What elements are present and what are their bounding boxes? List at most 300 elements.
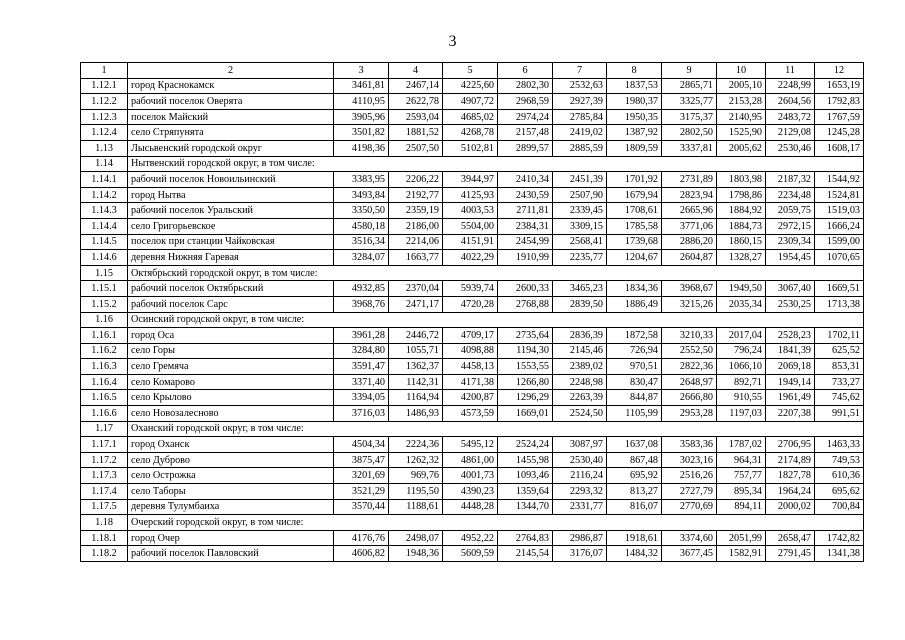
row-code: 1.14.6 bbox=[81, 250, 128, 266]
table-cell: 695,92 bbox=[607, 468, 662, 484]
table-cell: 910,55 bbox=[717, 390, 766, 406]
settlement-name: город Нытва bbox=[128, 187, 334, 203]
table-row bbox=[81, 530, 864, 546]
table-cell: 1713,38 bbox=[815, 296, 864, 312]
table-cell: 4580,18 bbox=[334, 218, 389, 234]
table-cell: 1245,28 bbox=[815, 125, 864, 141]
table-cell: 3383,95 bbox=[334, 172, 389, 188]
table-cell: 3465,23 bbox=[553, 281, 607, 297]
table-cell: 3875,47 bbox=[334, 452, 389, 468]
table-cell: 2206,22 bbox=[389, 172, 443, 188]
settlement-name: Лысьвенский городской округ bbox=[128, 140, 334, 156]
table-cell: 3176,07 bbox=[553, 546, 607, 562]
table-row bbox=[81, 78, 864, 94]
table-row bbox=[81, 281, 864, 297]
table-cell: 695,62 bbox=[815, 484, 864, 500]
table-cell: 2865,71 bbox=[662, 78, 717, 94]
table-cell: 2886,20 bbox=[662, 234, 717, 250]
table-cell: 610,36 bbox=[815, 468, 864, 484]
column-header: 2 bbox=[128, 63, 334, 79]
table-cell: 2532,63 bbox=[553, 78, 607, 94]
row-code: 1.14.3 bbox=[81, 203, 128, 219]
table-row bbox=[81, 109, 864, 125]
table-cell: 5495,12 bbox=[443, 437, 498, 453]
table-cell: 757,77 bbox=[717, 468, 766, 484]
table-cell: 1860,15 bbox=[717, 234, 766, 250]
table-cell: 1387,92 bbox=[607, 125, 662, 141]
table-row bbox=[81, 125, 864, 141]
row-code: 1.16.2 bbox=[81, 343, 128, 359]
table-cell: 2389,02 bbox=[553, 359, 607, 375]
table-cell: 2430,59 bbox=[498, 187, 553, 203]
table-cell: 2454,99 bbox=[498, 234, 553, 250]
table-cell: 1918,61 bbox=[607, 530, 662, 546]
table-cell: 3968,67 bbox=[662, 281, 717, 297]
table-row bbox=[81, 218, 864, 234]
row-code: 1.16.1 bbox=[81, 328, 128, 344]
table-cell: 1739,68 bbox=[607, 234, 662, 250]
section-title: Октябрьский городской округ, в том числе: bbox=[128, 265, 864, 281]
row-code: 1.16.4 bbox=[81, 374, 128, 390]
section-row bbox=[81, 265, 864, 281]
table-cell: 3309,15 bbox=[553, 218, 607, 234]
table-cell: 2839,50 bbox=[553, 296, 607, 312]
table-cell: 1964,24 bbox=[766, 484, 815, 500]
settlement-name: село Комарово bbox=[128, 374, 334, 390]
table-cell: 892,71 bbox=[717, 374, 766, 390]
row-code: 1.12.4 bbox=[81, 125, 128, 141]
table-cell: 3591,47 bbox=[334, 359, 389, 375]
table-cell: 2927,39 bbox=[553, 94, 607, 110]
table-cell: 2974,24 bbox=[498, 109, 553, 125]
table-cell: 2530,25 bbox=[766, 296, 815, 312]
row-code: 1.17.5 bbox=[81, 499, 128, 515]
table-cell: 2419,02 bbox=[553, 125, 607, 141]
table-cell: 4907,72 bbox=[443, 94, 498, 110]
table-cell: 3968,76 bbox=[334, 296, 389, 312]
table-cell: 1841,39 bbox=[766, 343, 815, 359]
table-cell: 2836,39 bbox=[553, 328, 607, 344]
table-cell: 1055,71 bbox=[389, 343, 443, 359]
table-cell: 2622,78 bbox=[389, 94, 443, 110]
table-cell: 2665,96 bbox=[662, 203, 717, 219]
section-title: Нытвенский городской округ, в том числе: bbox=[128, 156, 864, 172]
table-cell: 726,94 bbox=[607, 343, 662, 359]
table-row bbox=[81, 140, 864, 156]
table-cell: 894,11 bbox=[717, 499, 766, 515]
section-title: Очерский городской округ, в том числе: bbox=[128, 515, 864, 531]
settlement-name: село Таборы bbox=[128, 484, 334, 500]
table-cell: 2051,99 bbox=[717, 530, 766, 546]
table-cell: 2069,18 bbox=[766, 359, 815, 375]
table-cell: 970,51 bbox=[607, 359, 662, 375]
table-cell: 895,34 bbox=[717, 484, 766, 500]
table-row bbox=[81, 406, 864, 422]
table-cell: 853,31 bbox=[815, 359, 864, 375]
table-cell: 2802,30 bbox=[498, 78, 553, 94]
table-cell: 5609,59 bbox=[443, 546, 498, 562]
table-cell: 3087,97 bbox=[553, 437, 607, 453]
table-cell: 4448,28 bbox=[443, 499, 498, 515]
table-cell: 1884,73 bbox=[717, 218, 766, 234]
section-row bbox=[81, 515, 864, 531]
tariff-table bbox=[80, 62, 864, 562]
table-cell: 1949,14 bbox=[766, 374, 815, 390]
table-cell: 1785,58 bbox=[607, 218, 662, 234]
table-cell: 816,07 bbox=[607, 499, 662, 515]
column-header: 1 bbox=[81, 63, 128, 79]
table-cell: 3516,34 bbox=[334, 234, 389, 250]
table-cell: 1679,94 bbox=[607, 187, 662, 203]
table-cell: 1164,94 bbox=[389, 390, 443, 406]
table-cell: 4504,34 bbox=[334, 437, 389, 453]
table-cell: 3521,29 bbox=[334, 484, 389, 500]
table-cell: 813,27 bbox=[607, 484, 662, 500]
table-cell: 2153,28 bbox=[717, 94, 766, 110]
row-code: 1.14.1 bbox=[81, 172, 128, 188]
row-code: 1.17.3 bbox=[81, 468, 128, 484]
table-cell: 2005,10 bbox=[717, 78, 766, 94]
table-cell: 2451,39 bbox=[553, 172, 607, 188]
table-cell: 3337,81 bbox=[662, 140, 717, 156]
table-cell: 2600,33 bbox=[498, 281, 553, 297]
table-cell: 2953,28 bbox=[662, 406, 717, 422]
table-row bbox=[81, 187, 864, 203]
table-cell: 2552,50 bbox=[662, 343, 717, 359]
row-code: 1.14 bbox=[81, 156, 128, 172]
page-number: 3 bbox=[448, 33, 457, 50]
settlement-name: рабочий поселок Октябрьский bbox=[128, 281, 334, 297]
row-code: 1.17 bbox=[81, 421, 128, 437]
table-cell: 4573,59 bbox=[443, 406, 498, 422]
row-code: 1.15.2 bbox=[81, 296, 128, 312]
table-cell: 1524,81 bbox=[815, 187, 864, 203]
table-cell: 745,62 bbox=[815, 390, 864, 406]
table-cell: 2986,87 bbox=[553, 530, 607, 546]
row-code: 1.14.2 bbox=[81, 187, 128, 203]
table-cell: 3284,80 bbox=[334, 343, 389, 359]
table-row bbox=[81, 452, 864, 468]
section-row bbox=[81, 312, 864, 328]
table-cell: 2309,34 bbox=[766, 234, 815, 250]
table-cell: 2507,50 bbox=[389, 140, 443, 156]
table-cell: 1194,30 bbox=[498, 343, 553, 359]
row-code: 1.16.6 bbox=[81, 406, 128, 422]
table-cell: 2706,95 bbox=[766, 437, 815, 453]
row-code: 1.12.3 bbox=[81, 109, 128, 125]
column-header: 10 bbox=[717, 63, 766, 79]
row-code: 1.16 bbox=[81, 312, 128, 328]
table-cell: 1881,52 bbox=[389, 125, 443, 141]
table-cell: 1653,19 bbox=[815, 78, 864, 94]
table-cell: 2968,59 bbox=[498, 94, 553, 110]
table-cell: 1359,64 bbox=[498, 484, 553, 500]
table-cell: 1544,92 bbox=[815, 172, 864, 188]
table-cell: 3771,06 bbox=[662, 218, 717, 234]
column-header: 11 bbox=[766, 63, 815, 79]
table-cell: 3210,33 bbox=[662, 328, 717, 344]
table-cell: 1669,01 bbox=[498, 406, 553, 422]
table-cell: 3215,26 bbox=[662, 296, 717, 312]
table-cell: 2235,77 bbox=[553, 250, 607, 266]
table-cell: 1362,37 bbox=[389, 359, 443, 375]
table-cell: 2145,54 bbox=[498, 546, 553, 562]
table-cell: 2524,50 bbox=[553, 406, 607, 422]
table-cell: 2263,39 bbox=[553, 390, 607, 406]
table-cell: 991,51 bbox=[815, 406, 864, 422]
table-cell: 3201,69 bbox=[334, 468, 389, 484]
table-cell: 1262,32 bbox=[389, 452, 443, 468]
table-row bbox=[81, 499, 864, 515]
row-code: 1.17.1 bbox=[81, 437, 128, 453]
table-cell: 3570,44 bbox=[334, 499, 389, 515]
table-cell: 4098,88 bbox=[443, 343, 498, 359]
settlement-name: село Острожка bbox=[128, 468, 334, 484]
settlement-name: деревня Нижняя Гаревая bbox=[128, 250, 334, 266]
table-cell: 1872,58 bbox=[607, 328, 662, 344]
row-code: 1.14.5 bbox=[81, 234, 128, 250]
settlement-name: село Дуброво bbox=[128, 452, 334, 468]
table-row bbox=[81, 203, 864, 219]
table-cell: 1980,37 bbox=[607, 94, 662, 110]
section-row bbox=[81, 156, 864, 172]
row-code: 1.17.2 bbox=[81, 452, 128, 468]
table-header-row bbox=[81, 63, 864, 79]
table-cell: 700,84 bbox=[815, 499, 864, 515]
column-header: 9 bbox=[662, 63, 717, 79]
table-cell: 4709,17 bbox=[443, 328, 498, 344]
column-header: 6 bbox=[498, 63, 553, 79]
table-cell: 2359,19 bbox=[389, 203, 443, 219]
table-cell: 2000,02 bbox=[766, 499, 815, 515]
table-cell: 2604,56 bbox=[766, 94, 815, 110]
table-cell: 2899,57 bbox=[498, 140, 553, 156]
table-row bbox=[81, 250, 864, 266]
table-cell: 1666,24 bbox=[815, 218, 864, 234]
table-row bbox=[81, 437, 864, 453]
table-cell: 2604,87 bbox=[662, 250, 717, 266]
table-cell: 2516,26 bbox=[662, 468, 717, 484]
table-cell: 1142,31 bbox=[389, 374, 443, 390]
table-cell: 4685,02 bbox=[443, 109, 498, 125]
table-cell: 2791,45 bbox=[766, 546, 815, 562]
column-header: 12 bbox=[815, 63, 864, 79]
table-cell: 1637,08 bbox=[607, 437, 662, 453]
table-cell: 1599,00 bbox=[815, 234, 864, 250]
table-cell: 830,47 bbox=[607, 374, 662, 390]
table-cell: 3067,40 bbox=[766, 281, 815, 297]
table-cell: 2524,24 bbox=[498, 437, 553, 453]
table-cell: 2214,06 bbox=[389, 234, 443, 250]
table-cell: 1798,86 bbox=[717, 187, 766, 203]
table-cell: 1837,53 bbox=[607, 78, 662, 94]
table-cell: 2764,83 bbox=[498, 530, 553, 546]
section-row bbox=[81, 421, 864, 437]
table-cell: 1948,36 bbox=[389, 546, 443, 562]
table-cell: 4458,13 bbox=[443, 359, 498, 375]
table-cell: 2331,77 bbox=[553, 499, 607, 515]
table-cell: 5939,74 bbox=[443, 281, 498, 297]
table-cell: 4125,93 bbox=[443, 187, 498, 203]
table-cell: 796,24 bbox=[717, 343, 766, 359]
settlement-name: село Новозалесново bbox=[128, 406, 334, 422]
settlement-name: рабочий поселок Павловский bbox=[128, 546, 334, 562]
table-cell: 2498,07 bbox=[389, 530, 443, 546]
settlement-name: село Горы bbox=[128, 343, 334, 359]
table-cell: 2467,14 bbox=[389, 78, 443, 94]
table-cell: 1197,03 bbox=[717, 406, 766, 422]
table-cell: 1344,70 bbox=[498, 499, 553, 515]
table-cell: 1834,36 bbox=[607, 281, 662, 297]
settlement-name: село Стряпунята bbox=[128, 125, 334, 141]
table-cell: 3716,03 bbox=[334, 406, 389, 422]
table-cell: 2727,79 bbox=[662, 484, 717, 500]
table-cell: 2384,31 bbox=[498, 218, 553, 234]
table-cell: 2666,80 bbox=[662, 390, 717, 406]
table-cell: 3374,60 bbox=[662, 530, 717, 546]
table-row bbox=[81, 328, 864, 344]
table-cell: 4110,95 bbox=[334, 94, 389, 110]
table-cell: 2785,84 bbox=[553, 109, 607, 125]
table-cell: 1827,78 bbox=[766, 468, 815, 484]
table-cell: 844,87 bbox=[607, 390, 662, 406]
table-cell: 3023,16 bbox=[662, 452, 717, 468]
table-cell: 2248,98 bbox=[553, 374, 607, 390]
table-row bbox=[81, 484, 864, 500]
table-cell: 4200,87 bbox=[443, 390, 498, 406]
table-row bbox=[81, 296, 864, 312]
table-cell: 749,53 bbox=[815, 452, 864, 468]
table-cell: 1204,67 bbox=[607, 250, 662, 266]
table-cell: 3175,37 bbox=[662, 109, 717, 125]
table-cell: 2528,23 bbox=[766, 328, 815, 344]
row-code: 1.18 bbox=[81, 515, 128, 531]
table-cell: 2410,34 bbox=[498, 172, 553, 188]
table-cell: 2507,90 bbox=[553, 187, 607, 203]
table-cell: 2802,50 bbox=[662, 125, 717, 141]
table-cell: 1105,99 bbox=[607, 406, 662, 422]
table-cell: 2129,08 bbox=[766, 125, 815, 141]
table-cell: 2140,95 bbox=[717, 109, 766, 125]
table-cell: 3961,28 bbox=[334, 328, 389, 344]
table-cell: 1463,33 bbox=[815, 437, 864, 453]
settlement-name: поселок при станции Чайковская bbox=[128, 234, 334, 250]
table-cell: 2224,36 bbox=[389, 437, 443, 453]
row-code: 1.12.1 bbox=[81, 78, 128, 94]
table-cell: 3905,96 bbox=[334, 109, 389, 125]
table-cell: 2370,04 bbox=[389, 281, 443, 297]
table-cell: 2446,72 bbox=[389, 328, 443, 344]
table-cell: 1296,29 bbox=[498, 390, 553, 406]
table-cell: 1188,61 bbox=[389, 499, 443, 515]
table-cell: 1792,83 bbox=[815, 94, 864, 110]
table-cell: 1093,46 bbox=[498, 468, 553, 484]
settlement-name: село Гремяча bbox=[128, 359, 334, 375]
table-cell: 2035,34 bbox=[717, 296, 766, 312]
table-cell: 2174,89 bbox=[766, 452, 815, 468]
table-cell: 2471,17 bbox=[389, 296, 443, 312]
table-cell: 2192,77 bbox=[389, 187, 443, 203]
settlement-name: село Крылово bbox=[128, 390, 334, 406]
table-row bbox=[81, 390, 864, 406]
table-cell: 4952,22 bbox=[443, 530, 498, 546]
table-cell: 969,76 bbox=[389, 468, 443, 484]
table-cell: 1455,98 bbox=[498, 452, 553, 468]
table-cell: 1803,98 bbox=[717, 172, 766, 188]
table-cell: 3350,50 bbox=[334, 203, 389, 219]
table-row bbox=[81, 172, 864, 188]
table-cell: 4003,53 bbox=[443, 203, 498, 219]
table-cell: 3677,45 bbox=[662, 546, 717, 562]
table-row bbox=[81, 468, 864, 484]
table-row bbox=[81, 343, 864, 359]
table-cell: 4606,82 bbox=[334, 546, 389, 562]
table-row bbox=[81, 234, 864, 250]
table-cell: 4198,36 bbox=[334, 140, 389, 156]
table-cell: 2658,47 bbox=[766, 530, 815, 546]
table-cell: 3944,97 bbox=[443, 172, 498, 188]
table-cell: 2768,88 bbox=[498, 296, 553, 312]
table-cell: 1886,49 bbox=[607, 296, 662, 312]
table-cell: 3461,81 bbox=[334, 78, 389, 94]
table-cell: 1767,59 bbox=[815, 109, 864, 125]
table-cell: 1669,51 bbox=[815, 281, 864, 297]
table-cell: 1486,93 bbox=[389, 406, 443, 422]
row-code: 1.15.1 bbox=[81, 281, 128, 297]
table-cell: 1328,27 bbox=[717, 250, 766, 266]
table-cell: 1195,50 bbox=[389, 484, 443, 500]
settlement-name: рабочий поселок Оверята bbox=[128, 94, 334, 110]
row-code: 1.15 bbox=[81, 265, 128, 281]
table-row bbox=[81, 374, 864, 390]
column-header: 5 bbox=[443, 63, 498, 79]
settlement-name: город Оса bbox=[128, 328, 334, 344]
table-cell: 2648,97 bbox=[662, 374, 717, 390]
table-cell: 2234,48 bbox=[766, 187, 815, 203]
section-title: Оханский городской округ, в том числе: bbox=[128, 421, 864, 437]
table-cell: 1066,10 bbox=[717, 359, 766, 375]
table-cell: 1809,59 bbox=[607, 140, 662, 156]
column-header: 3 bbox=[334, 63, 389, 79]
table-cell: 4932,85 bbox=[334, 281, 389, 297]
table-cell: 1708,61 bbox=[607, 203, 662, 219]
table-cell: 4225,60 bbox=[443, 78, 498, 94]
table-cell: 2711,81 bbox=[498, 203, 553, 219]
column-header: 4 bbox=[389, 63, 443, 79]
table-cell: 964,31 bbox=[717, 452, 766, 468]
column-header: 8 bbox=[607, 63, 662, 79]
table-cell: 3501,82 bbox=[334, 125, 389, 141]
table-cell: 4176,76 bbox=[334, 530, 389, 546]
table-cell: 733,27 bbox=[815, 374, 864, 390]
settlement-name: рабочий поселок Уральский bbox=[128, 203, 334, 219]
table-cell: 4022,29 bbox=[443, 250, 498, 266]
table-cell: 2005,62 bbox=[717, 140, 766, 156]
settlement-name: село Григорьевское bbox=[128, 218, 334, 234]
table-cell: 1266,80 bbox=[498, 374, 553, 390]
table-cell: 2593,04 bbox=[389, 109, 443, 125]
table-cell: 867,48 bbox=[607, 452, 662, 468]
table-cell: 2207,38 bbox=[766, 406, 815, 422]
table-cell: 1525,90 bbox=[717, 125, 766, 141]
settlement-name: город Оханск bbox=[128, 437, 334, 453]
table-cell: 1070,65 bbox=[815, 250, 864, 266]
section-title: Осинский городской округ, в том числе: bbox=[128, 312, 864, 328]
table-cell: 1701,92 bbox=[607, 172, 662, 188]
table-cell: 1884,92 bbox=[717, 203, 766, 219]
settlement-name: рабочий поселок Новоильинский bbox=[128, 172, 334, 188]
table-cell: 4171,38 bbox=[443, 374, 498, 390]
